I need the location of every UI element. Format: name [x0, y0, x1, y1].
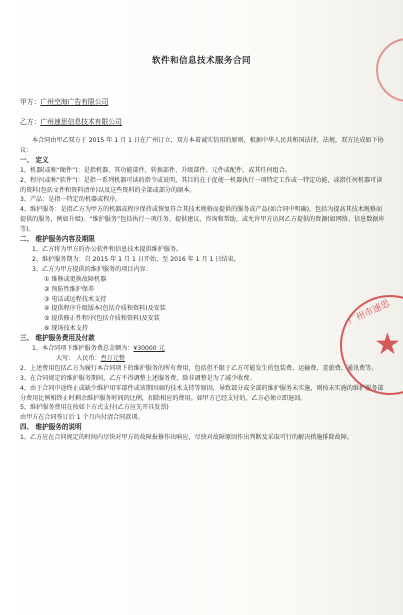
- section-4-item: 1、乙方应在合同规定的时间内尽快对甲方的故障报修作出响应，尽快对故障原因作出判断及采取可行的解决措施排除故障。: [20, 434, 353, 442]
- fee-uppercase-amount: 叁万元整: [100, 354, 125, 362]
- fee-uppercase-line: [20, 354, 388, 364]
- intro-paragraph: 本合同由甲乙双方于 2015 年 1 月 1 日在广州订立，双方本着诚实信用的原则，根据中华人民共和国法律，法规，双方达成如下协议：: [20, 137, 384, 154]
- section-2-item: 2、维护服务期为：自 2015 年 1 月 1 日开始，至 2016 年 1 月 1 日结束。: [32, 255, 240, 263]
- section-1-item: 1、机器(或称“硬件”)：是指机器、其功能部件、转换部件、升级部件、元件或配件、或其任何组合。: [20, 166, 291, 174]
- service-item: ① 维修或更换故障机器: [44, 275, 107, 283]
- section-1-heading: 一、 定义: [20, 155, 49, 164]
- fee-line: [20, 344, 388, 354]
- fee-label: 1、本合同项下维护服务费总金额为：: [32, 345, 134, 353]
- party-a-label: 甲方：: [20, 98, 41, 106]
- section-3-item: 5、维护服务费用在按如下方式支付(乙方应先开具发票): [20, 404, 169, 412]
- section-1-item: 3、产品：是指一特定的机器或程序。: [20, 196, 122, 204]
- document-title: 软件和信息技术服务合同: [151, 56, 251, 66]
- section-3-item: 由甲方在合同签订后 1 个月内付清合同款项。: [20, 414, 144, 422]
- service-item: ③ 电话或远程技术支持: [44, 295, 107, 303]
- party-a: [20, 96, 108, 106]
- party-b: [20, 116, 122, 126]
- section-3-item: 2、上述费用包括乙方为履行本合同项下的维护服务的所有费用，包括但不限于乙方可能发生的包装费、运输费、差旅费、通讯费等。: [20, 364, 378, 372]
- party-b-value: 广州速思信息技术有限公司: [40, 118, 122, 126]
- service-item: ⑥ 现场技术支持: [44, 325, 88, 333]
- seal-text: 广州市速思: [346, 298, 392, 327]
- service-item: ⑤ 提供修正性程序(包括介质和资料)及安装: [44, 315, 160, 323]
- service-item: ④ 提供程序升级版本(包括介质和资料)及安装: [44, 305, 166, 313]
- fee-amount: ¥30000 元: [133, 345, 165, 353]
- section-1-item: 4、维护服务：是指乙方为甲方的机器或程序保持或恢复符合其技术规格而提供的服务或产品(如合同中明确)，包括为提高其技术规格而提供的服务，例如升级)。“维护服务”包括执行一项任务、提供建议、咨询和帮助，或允许甲方访问乙方提供的资源(如网络、信息数据库等)。: [20, 206, 385, 234]
- party-b-label: 乙方：: [20, 118, 41, 126]
- section-2-item: 3、乙方为甲方提供的维护服务的项目内容：: [32, 265, 152, 273]
- section-4-heading: 四、 维护服务的说明: [20, 423, 82, 432]
- contract-body: [20, 136, 388, 443]
- section-3-item: 3、在合同规定的维护服务期间，乙方不得调整上述服务费，除非调整是为了减少收费。: [20, 374, 256, 382]
- fee-uppercase-label: 大写： 人民币：: [56, 354, 101, 362]
- section-3-item: 4、由于合同中途终止或缺少维护用零部件或该期因商的技术支持等原因，导致部分或全部的维护服务未实施，则按未实施的维护服务部分费用比例相终止时剩余维护服务时间的比例，扣除相应的费用。如甲方已经支付的，乙方必须立即退回。: [20, 384, 384, 402]
- seal-star-icon: ★: [374, 327, 401, 362]
- section-3-heading: 三、 维护服务费用及付款: [20, 334, 95, 343]
- section-2-heading: 二、 维护服务内容及期限: [20, 235, 95, 244]
- service-item: ② 预防性维护保养: [44, 285, 95, 293]
- party-a-value: 广州空海广告有限公司: [40, 98, 109, 106]
- section-2-item: 1、乙方将为甲方的办公软件和信息技术提供维护服务。: [32, 245, 183, 253]
- section-1-item: 2、程序(或称“软件”)：是指一系列机器可读的指令或说明，其目的在于促使一机器执行一项特定工作或一特定功能，或指任何机器可读的资料(包括文件和资料清单)以及这些资料的全部或部分的副本。: [20, 176, 383, 194]
